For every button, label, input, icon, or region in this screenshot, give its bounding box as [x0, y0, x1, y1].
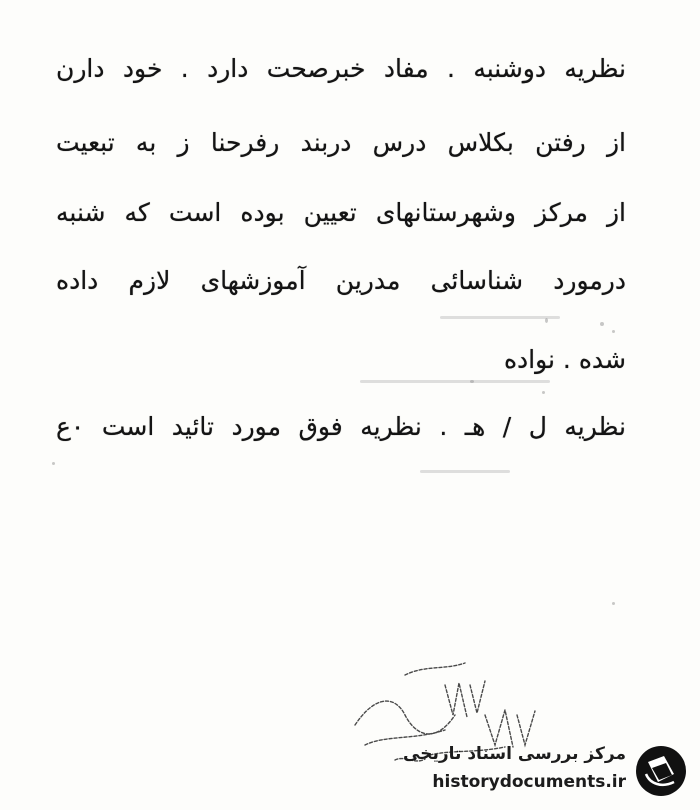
scan-speck [52, 462, 55, 465]
scan-speck [470, 380, 474, 383]
document-line-1: نظریه دوشنبه . مفاد خبرصحت دارد . خود دارن [56, 54, 626, 83]
watermark-title: مرکز بررسی اسناد تاریخی [403, 744, 626, 764]
archive-watermark [402, 740, 692, 802]
scan-speck [612, 602, 615, 605]
scan-bleed-through [420, 470, 510, 473]
document-line-2: از رفتن بکلاس درس دربند رفرحنا ز به تبعیت [56, 128, 626, 157]
archive-logo-icon [634, 744, 688, 798]
document-line-3: از مرکز وشهرستانهای تعیین بوده است که شنبه [56, 198, 626, 227]
scan-speck [600, 322, 604, 326]
scan-speck [612, 330, 615, 333]
scan-speck [545, 318, 548, 323]
scan-bleed-through [360, 380, 550, 383]
scan-speck [542, 391, 545, 394]
document-line-6: نظریه ل / هـ . نظریه فوق مورد تائید است ۰ع [56, 412, 626, 441]
scan-bleed-through [440, 316, 560, 319]
document-line-5: شده . نواده [503, 345, 626, 374]
document-line-4: درمورد شناسائی مدرین آموزشهای لازم داده [56, 266, 626, 295]
watermark-url: historydocuments.ir [432, 772, 626, 792]
